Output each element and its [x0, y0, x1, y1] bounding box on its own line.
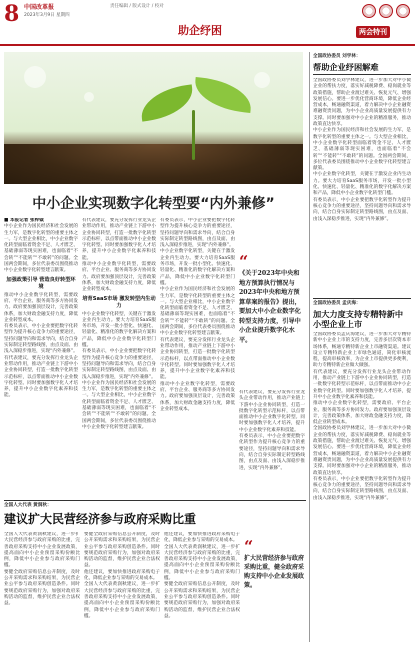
paragraph: 有代表建议，要充分发挥行业龙头企业带动作用，推动产业链上下游中小企业协同转型，打造一批数字化转型示范标杆，以点带面推动中小企业数字化转型。同时要加强数字化人才培养，提升中小企业数字化素养和技能。	[82, 218, 156, 261]
pull-quote-text: 《关于2023年中央和地方预算执行情况与2023年中央和地方预算草案的报告》提出，要加大中小企业数字化转型支持力度，引导中小企业提升数字化水平。	[239, 270, 301, 344]
paragraph: 推动中小企业数字化转型，需要政府、平台企业、服务商等多方协同发力。政府要加强顶层设计，完善政策体系，加大财政金融支持力度，降低企业转型成本。	[313, 401, 411, 426]
bokeh-light	[24, 66, 46, 88]
bottom-column-1	[4, 532, 80, 644]
quote-mark-icon: “	[244, 537, 254, 556]
story-title: 帮助企业纾困解难	[313, 62, 379, 72]
bokeh-light	[254, 72, 270, 88]
pull-quote	[244, 537, 306, 640]
paragraph: 推动中小企业数字化转型，需要政府、平台企业、服务商等多方协同发力。政府要加强顶层设计，完善政策体系，加大财政金融支持力度，降低企业转型成本。	[82, 262, 156, 293]
story-kicker: 全国政协委员 刘学林：	[313, 54, 361, 59]
article-column-2	[82, 218, 156, 496]
hero-image	[4, 52, 303, 184]
bokeh-light	[84, 92, 94, 102]
paragraph: 有委员表示，中小企业要把数字化转型作为提升核心竞争力的重要途径，坚持问题导向和需求导向，结合自身实际制定转型路线图，由点及面、由浅入深稳步推进，实现“内外兼修”。	[313, 476, 411, 501]
paper-name: 中国改革报	[24, 4, 55, 11]
column-divider	[309, 52, 310, 642]
paragraph: 中小企业数字化转型，关键在于激发企业内生动力。要大力培育SaaS服务市场，开发一批小型化、快速化、轻量化、精准化的数字化解决方案和产品，降低中小企业数字化转型门槛。	[82, 311, 156, 349]
main-headline: 中小企业实现数字化转型要“内外兼修”	[32, 196, 275, 212]
paragraph: 他还建议，要加快推进政府采购电子化，降低企业参与采购的交易成本。	[164, 532, 240, 544]
paragraph: 中小企业作为国民经济和社会发展的生力军，是数字化转型的重要主体之一。与大型企业相比，中小企业数字化转型面临着资金不足、人才匮乏、基础薄弱等现实困难，也面临着“不会转”“不能转”“不敢转”的问题。全国两会期间，多位代表委员围绕推动中小企业数字化转型建言献策。	[4, 224, 78, 274]
paragraph: 全国政协委员刘学林建议，进一步加大对中小微企业的帮扶力度，落实好减税降费、稳岗就业等政策措施，帮助企业渡过难关、恢复元气、增强发展信心。要进一步优化营商环境，降低企业经营成本，畅通融资渠道，着力解决中小企业融资难融资贵问题，为中小企业高质量发展提供有力支撑。同时要加强对中小企业的精准服务，推动政策直达快享。	[313, 78, 411, 128]
emblem-icon	[379, 4, 393, 18]
paragraph: 有委员表示，中小企业要把数字化转型作为提升核心竞争力的重要途径，坚持问题导向和需求导向，结合自身实际制定转型路线图，由点及面、由浅入深稳步推进，实现“内外兼修”。	[82, 349, 156, 380]
paragraph: 中小企业数字化转型，关键在于激发企业内生动力。要大力培育SaaS服务市场，开发一批小型化、快速化、轻量化、精准化的数字化解决方案和产品，降低中小企业数字化转型门槛。	[313, 172, 411, 197]
article-column-3	[160, 218, 235, 496]
story-kicker: 全国政协委员 孟庆海：	[313, 301, 361, 306]
paragraph: 中小企业作为国民经济和社会发展的生力军，是数字化转型的重要主体之一。与大型企业相比，中小企业数字化转型面临着资金不足、人才匮乏、基础薄弱等现实困难，也面临着“不会转”“不能转”“不敢转”的问题。全国两会期间，多位代表委员围绕推动中小企业数字化转型建言献策。	[313, 128, 411, 172]
paragraph: 有代表建议，要充分发挥行业龙头企业带动作用，推动产业链上下游中小企业协同转型，打造一批数字化转型示范标杆，以点带面推动中小企业数字化转型。同时要加强数字化人才培养，提升中小企业数字化素养和技能。	[239, 390, 305, 433]
paragraph: 推动中小企业数字化转型，需要政府、平台企业、服务商等多方协同发力。政府要加强顶层设计，完善政策体系，加大财政金融支持力度，降低企业转型成本。	[160, 381, 235, 412]
paragraph: 全国人大代表黄润秋建议，进一步扩大民营经济参与政府采购的比重，完善政府采购支持中小企业发展政策，提高面向中小企业预留采购份额比例，降低中小企业参与政府采购门槛。	[164, 544, 240, 582]
subheading: 培育SaaS市场 激发转型内生动力	[82, 295, 156, 309]
paragraph: 有代表建议，要充分发挥行业龙头企业带动作用，推动产业链上下游中小企业协同转型，打造一批数字化转型示范标杆，以点带面推动中小企业数字化转型。同时要加强数字化人才培养，提升中小企业数字化素养和技能。	[4, 355, 78, 399]
paragraph: 有代表建议，要充分发挥行业龙头企业带动作用，推动产业链上下游中小企业协同转型，打造一批数字化转型示范标杆，以点带面推动中小企业数字化转型。同时要加强数字化人才培养，提升中小企业数字化素养和技能。	[160, 337, 235, 381]
paragraph: 有代表建议，要充分发挥行业龙头企业带动作用，推动产业链上下游中小企业协同转型，打造一批数字化转型示范标杆，以点带面推动中小企业数字化转型。同时要加强数字化人才培养，提升中小企业数字化素养和技能。	[313, 369, 411, 400]
divider	[313, 298, 411, 299]
pull-quote-text: 扩大民营经济参与政府采购比重，健全政府采购支持中小企业发展政策。	[244, 555, 305, 589]
emblem-icon	[396, 4, 410, 18]
paragraph: 中小企业数字化转型，关键在于激发企业内生动力。要大力培育SaaS服务市场，开发一批小型化、快速化、轻量化、精准化的数字化解决方案和产品，降低中小企业数字化转型门槛。	[160, 249, 235, 286]
paragraph: 有委员表示，中小企业要把数字化转型作为提升核心竞争力的重要途径，坚持问题导向和需求导向，结合自身实际制定转型路线图，由点及面、由浅入深稳步推进，实现“内外兼修”。	[239, 434, 305, 471]
paragraph: 有委员表示，中小企业要把数字化转型作为提升核心竞争力的重要途径，坚持问题导向和需求导向，结合自身实际制定转型路线图，由点及面、由浅入深稳步推进，实现“内外兼修”。	[4, 324, 78, 355]
subheading: 加强政策引导 营造良好转型环境	[6, 276, 76, 290]
masthead	[0, 0, 415, 46]
paragraph: 有委员表示，中小企业要把数字化转型作为提升核心竞争力的重要途径，坚持问题导向和需求导向，结合自身实际制定转型路线图，由点及面、由浅入深稳步推进，实现“内外兼修”。	[313, 197, 411, 222]
sprout-leaf-icon	[193, 77, 254, 113]
editor-credits: 责任编辑 / 版式设计 / 校对	[110, 4, 164, 9]
divider	[313, 74, 411, 75]
page-number: 8	[4, 1, 20, 27]
story-title: 建议扩大民营经济参与政府采购比重	[4, 512, 197, 526]
paragraph: 中小企业作为国民经济和社会发展的生力军，是数字化转型的重要主体之一。与大型企业相比，中小企业数字化转型面临着资金不足、人才匮乏、基础薄弱等现实困难，也面临着“不会转”“不能转”“不敢转”的问题。全国两会期间，多位代表委员围绕推动中小企业数字化转型建言献策。	[82, 380, 156, 430]
paragraph: 推动中小企业数字化转型，需要政府、平台企业、服务商等多方协同发力。政府要加强顶层设计，完善政策体系，加大财政金融支持力度，降低企业转型成本。	[4, 292, 78, 323]
paragraph: 全国人大代表黄润秋建议，进一步扩大民营经济参与政府采购的比重，完善政府采购支持中小企业发展政策，提高面向中小企业预留采购份额比例，降低中小企业参与政府采购门槛。	[4, 532, 80, 569]
sprout-stem	[192, 110, 195, 160]
paragraph: 全国人大代表黄润秋建议，进一步扩大民营经济参与政府采购的比重，完善政府采购支持中小企业发展政策，提高面向中小企业预留采购份额比例，降低中小企业参与政府采购门槛。	[84, 582, 160, 619]
paragraph: 他还建议，要加快推进政府采购电子化，降低企业参与采购的交易成本。	[84, 569, 160, 582]
paragraph: 要健全政府采购信息公开制度，及时公开采购需求和采购结果，为民营企业公平参与政府采购创造条件。同时要规范政府采购行为，加强对政府采购活动的监督，维护民营企业合法权益。	[164, 582, 240, 619]
sprout-leaf-icon	[138, 84, 196, 121]
soil	[4, 144, 303, 184]
story-kicker: 全国人大代表 黄润秋：	[4, 503, 52, 508]
emblem-icon	[362, 4, 376, 18]
paragraph: 有委员表示，中小企业要把数字化转型作为提升核心竞争力的重要途径，坚持问题导向和需求导向，结合自身实际制定转型路线图，由点及面、由浅入深稳步推进，实现“内外兼修”。	[160, 218, 235, 249]
bottom-column-2	[84, 532, 160, 644]
bottom-column-3	[164, 532, 240, 644]
paragraph: 中小企业作为国民经济和社会发展的生力军，是数字化转型的重要主体之一。与大型企业相比，中小企业数字化转型面临着资金不足、人才匮乏、基础薄弱等现实困难，也面临着“不会转”“不能转”“不敢转”的问题。全国两会期间，多位代表委员围绕推动中小企业数字化转型建言献策。	[160, 287, 235, 337]
paragraph: 要健全政府采购信息公开制度，及时公开采购需求和采购结果，为民营企业公平参与政府采购创造条件。同时要规范政府采购行为，加强对政府采购活动的监督，维护民营企业合法权益。	[4, 569, 80, 607]
section-title: 助企纾困	[178, 24, 222, 37]
side-story-1	[313, 78, 411, 294]
paragraph: 全国政协委员刘学林建议，进一步加大对中小微企业的帮扶力度，落实好减税降费、稳岗就业等政策措施，帮助企业渡过难关、恢复元气、增强发展信心。要进一步优化营商环境，降低企业经营成本，畅通融资渠道，着力解决中小企业融资难融资贵问题，为中小企业高质量发展提供有力支撑。同时要加强对中小企业的精准服务，推动政策直达快享。	[313, 426, 411, 476]
special-badge: 两会特刊	[356, 26, 390, 38]
byline: ■ 本报记者 张梓钺	[4, 218, 44, 223]
paragraph: 要健全政府采购信息公开制度，及时公开采购需求和采购结果，为民营企业公平参与政府采购创造条件。同时要规范政府采购行为，加强对政府采购活动的监督，维护民营企业合法权益。	[84, 532, 160, 569]
article-column-1	[4, 218, 78, 496]
paragraph: 全国政协委员孟庆海建议，进一步加大对专精特新中小企业上市的支持力度，完善多层次资本市场体系，畅通专精特新企业上市融资渠道。建议设立专精特新企业上市绿色通道，简化审核流程，提高审核效率，为企业上市提供更多便利，助力专精特新企业做大做强。	[313, 332, 411, 369]
pull-quote	[239, 252, 305, 385]
divider	[4, 500, 306, 501]
story-title: 加大力度支持专精特新中小型企业上市	[313, 309, 404, 329]
article-column-4	[239, 390, 305, 496]
quote-mark-icon: “	[239, 252, 249, 271]
date-line: 2023年3月9日 星期四	[24, 13, 70, 18]
logo-row	[250, 4, 410, 18]
side-story-2	[313, 332, 411, 642]
